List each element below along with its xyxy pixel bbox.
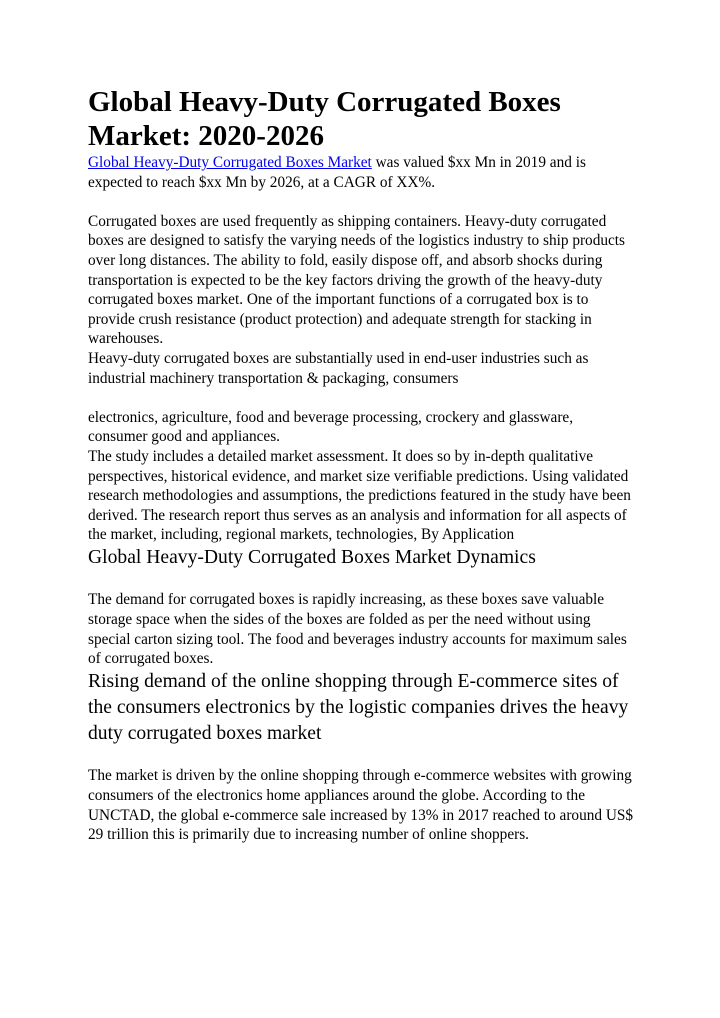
intro-paragraph (88, 153, 636, 192)
paragraph-dynamics: The demand for corrugated boxes is rapidly increasing, as these boxes save valuable storage space when the sides of the boxes are folded as per the need without using special carton sizing tool. The food and beverages industry accounts for maximum sales of corrugated boxes. (88, 591, 627, 668)
market-report-link[interactable]: Global Heavy-Duty Corrugated Boxes Market (88, 154, 372, 171)
paragraph-industries-continued: electronics, agriculture, food and beverage processing, crockery and glassware, consumer good and appliances. (88, 408, 574, 446)
paragraph-overview: Corrugated boxes are used frequently as shipping containers. Heavy-duty corrugated boxes are designed to satisfy the varying needs of the logistics industry to ship products over long distances. The ability to fold, easily dispose off, and absorb shocks during transportation is expected to be the key factors driving the growth of the heavy-duty corrugated boxes market. One of the important functions of a corrugated box is to provide crush resistance (product protection) and adequate strength for stacking in warehouses. (88, 212, 625, 348)
paragraph-ecommerce: The market is driven by the online shopping through e-commerce websites with growing consumers of the electronics home appliances around the globe. According to the UNCTAD, the global e-commerce sale increased by 13% in 2017 reached to around US$ 29 trillion this is primarily due to increasing number of online shoppers. (88, 767, 634, 844)
page-title: Global Heavy-Duty Corrugated Boxes Market: 2020-2026 (88, 86, 561, 152)
paragraph-end-user-industries: Heavy-duty corrugated boxes are substantially used in end-user industries such as industrial machinery transportation & packaging, consumers (88, 349, 589, 387)
paragraph-study: The study includes a detailed market assessment. It does so by in-depth qualitative perspectives, historical evidence, and market size verifiable predictions. Using validated research methodologies and assumptions, the predictions featured in the study have been derived. The research report thus serves as an analysis and information for all aspects of the market, including, regional markets, technologies, By Application (88, 447, 631, 544)
heading-ecommerce: Rising demand of the online shopping through E-commerce sites of the consumers electronics by the logistic companies drives the heavy duty corrugated boxes market (88, 670, 629, 744)
heading-market-dynamics: Global Heavy-Duty Corrugated Boxes Market Dynamics (88, 546, 536, 568)
page-content (88, 85, 636, 845)
intro-text: was valued $xx Mn in 2019 and is expected to reach $xx Mn by 2026, at a CAGR of XX%. (88, 154, 586, 191)
